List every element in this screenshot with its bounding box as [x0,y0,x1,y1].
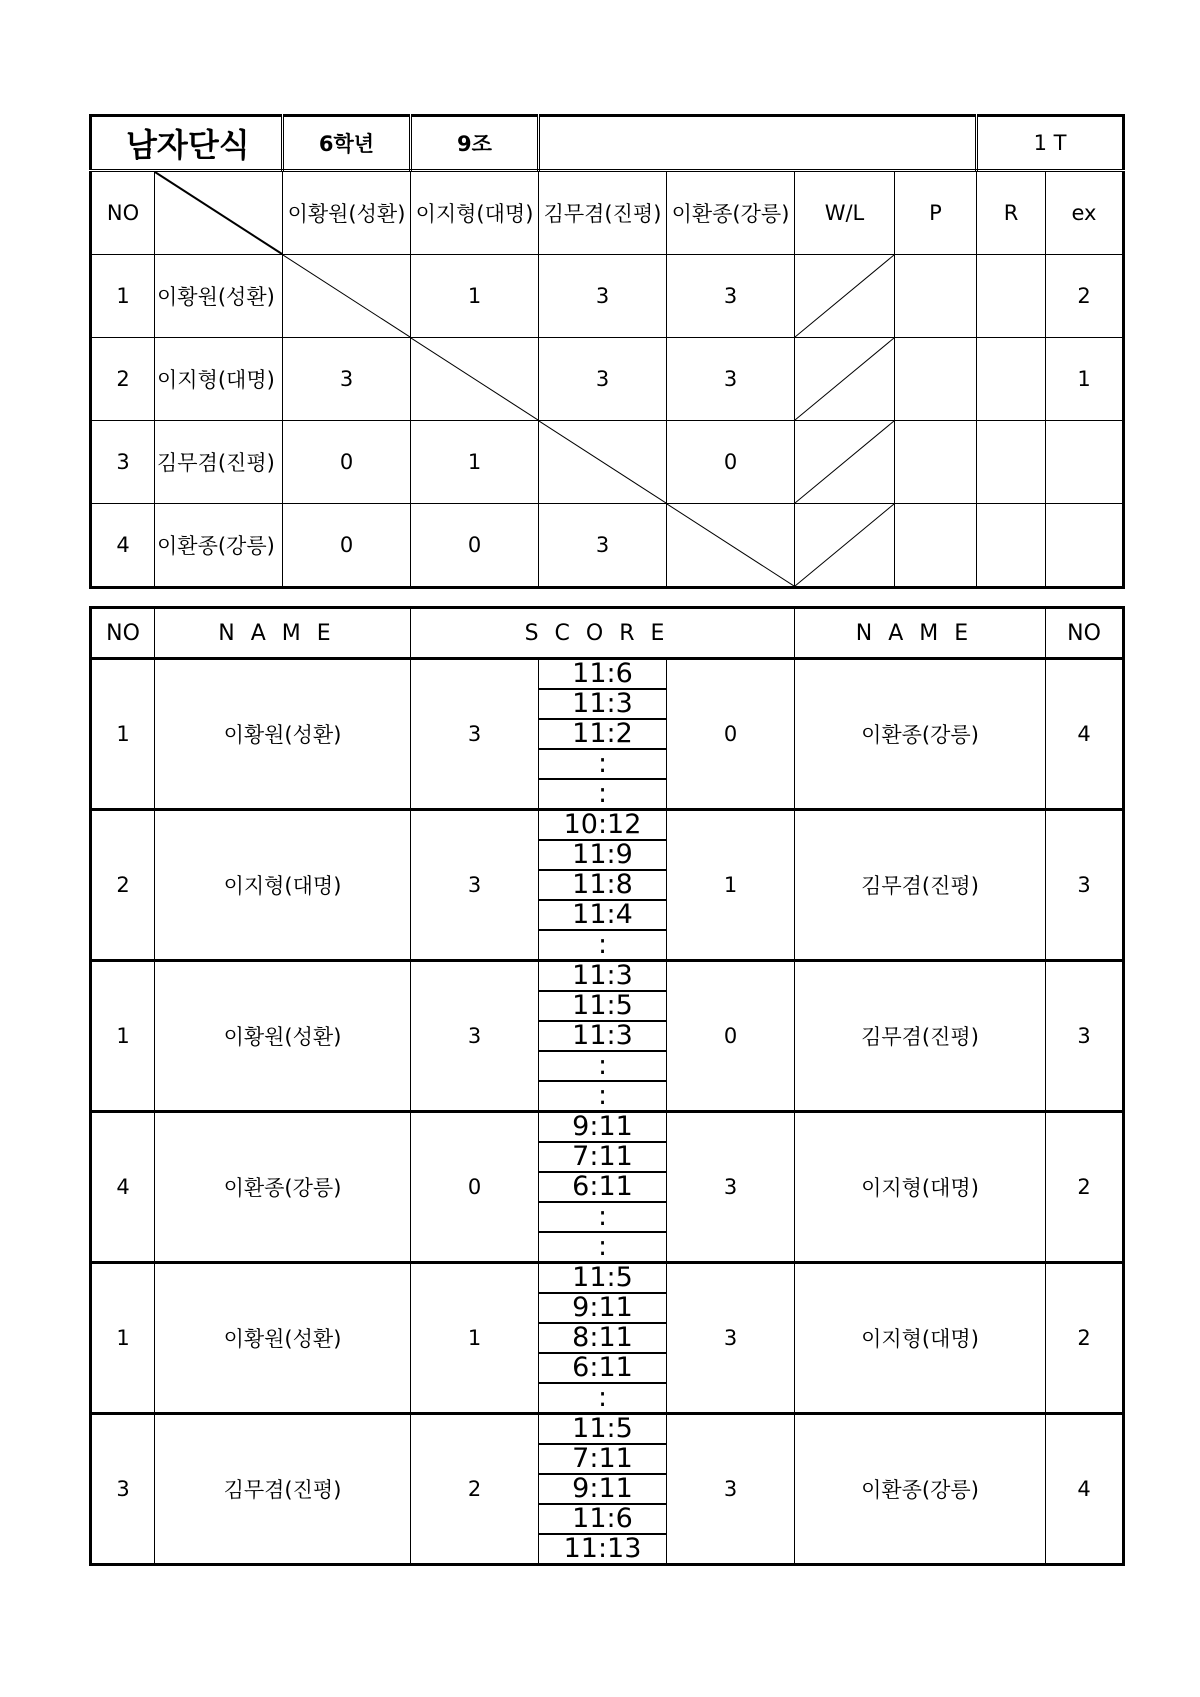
match-player-right: 이지형(대명) [795,1112,1046,1263]
wl-cell [795,421,895,504]
set-score: 11:6 [539,1505,666,1535]
league-row [91,421,1124,504]
col-r: R [977,171,1046,255]
league-score-cell: 0 [411,504,539,588]
match-row [91,659,1124,810]
league-score-cell: 1 [411,255,539,338]
match-score-left: 1 [411,1263,539,1414]
wl-cell [795,504,895,588]
match-sets [539,1112,667,1263]
match-player-left: 김무겸(진평) [155,1414,411,1565]
col-wl: W/L [795,171,895,255]
match-col-score: SCORE [411,608,795,659]
set-score: 11:8 [539,871,666,901]
col-player-1: 이황원(성환) [283,171,411,255]
match-row [91,961,1124,1112]
match-col-no-right: NO [1046,608,1124,659]
match-table [89,606,1125,1566]
match-score-left: 0 [411,1112,539,1263]
league-score-cell: 0 [283,421,411,504]
set-score: : [597,929,608,960]
self-match-diagonal [667,504,794,586]
set-score: 11:3 [539,962,666,992]
set-score: 7:11 [539,1143,666,1173]
set-score: : [539,1052,666,1082]
set-score: 11:5 [539,1264,666,1294]
self-match-diagonal [283,255,410,337]
set-score: 11:4 [539,901,666,931]
set-score: : [597,778,608,809]
match-player-right: 이지형(대명) [795,1263,1046,1414]
set-score: : [597,1080,608,1111]
set-score: 9:11 [539,1294,666,1324]
league-p-cell [895,421,977,504]
set-score: 11:5 [539,992,666,1022]
match-score-left: 3 [411,961,539,1112]
col-player-3: 김무겸(진평) [539,171,667,255]
league-ex-cell: 2 [1046,255,1124,338]
match-no-left: 2 [91,810,155,961]
set-score: 11:3 [539,690,666,720]
set-score: 9:11 [539,1475,666,1505]
league-row-name: 이환종(강릉) [155,504,283,588]
set-score: 11:3 [539,1022,666,1052]
header-blank [539,116,977,171]
grade-label: 6학년 [283,116,411,171]
match-no-right: 2 [1046,1263,1124,1414]
league-ex-cell [1046,504,1124,588]
event-title: 남자단식 [91,116,283,171]
match-row [91,1414,1124,1565]
match-sets [539,961,667,1112]
self-match-cell [411,338,539,421]
self-match-diagonal [411,338,538,420]
match-score-right: 1 [667,810,795,961]
match-player-right: 김무겸(진평) [795,961,1046,1112]
match-col-name-left: NAME [155,608,411,659]
set-score: 6:11 [539,1173,666,1203]
league-score-cell: 3 [539,255,667,338]
match-player-right: 김무겸(진평) [795,810,1046,961]
league-score-cell: 0 [667,421,795,504]
match-score-right: 3 [667,1263,795,1414]
league-ex-cell: 1 [1046,338,1124,421]
match-sets [539,1414,667,1565]
match-player-left: 이황원(성환) [155,1263,411,1414]
wl-cell [795,255,895,338]
league-row-no: 3 [91,421,155,504]
league-row-name: 이지형(대명) [155,338,283,421]
match-player-left: 이지형(대명) [155,810,411,961]
league-r-cell [977,255,1046,338]
col-ex: ex [1046,171,1124,255]
league-row-no: 4 [91,504,155,588]
set-score: 6:11 [539,1354,666,1384]
league-row-no: 2 [91,338,155,421]
league-score-cell: 3 [667,255,795,338]
match-score-right: 0 [667,659,795,810]
self-match-cell [283,255,411,338]
league-ex-cell [1046,421,1124,504]
league-row-no: 1 [91,255,155,338]
match-score-right: 3 [667,1414,795,1565]
match-sets [539,810,667,961]
group-label: 9조 [411,116,539,171]
league-p-cell [895,504,977,588]
wl-diagonal [795,255,894,337]
match-no-right: 4 [1046,659,1124,810]
match-no-left: 1 [91,659,155,810]
set-score: 11:9 [539,841,666,871]
wl-diagonal [795,338,894,420]
set-score: 8:11 [539,1324,666,1354]
match-player-right: 이환종(강릉) [795,1414,1046,1565]
league-row [91,504,1124,588]
set-score: 10:12 [539,811,666,841]
match-player-left: 이환종(강릉) [155,1112,411,1263]
set-score: 11:2 [539,720,666,750]
match-score-left: 3 [411,810,539,961]
self-match-cell [539,421,667,504]
match-row [91,1263,1124,1414]
self-match-diagonal [539,421,666,503]
league-r-cell [977,338,1046,421]
match-player-left: 이황원(성환) [155,961,411,1112]
wl-cell [795,338,895,421]
set-score: 11:13 [563,1533,642,1564]
set-score: 9:11 [539,1113,666,1143]
set-score: : [539,1203,666,1233]
league-row [91,255,1124,338]
match-sets [539,1263,667,1414]
match-score-left: 3 [411,659,539,810]
match-score-left: 2 [411,1414,539,1565]
league-score-cell: 3 [539,504,667,588]
col-player-4: 이환종(강릉) [667,171,795,255]
set-score: 11:5 [539,1415,666,1445]
match-col-no-left: NO [91,608,155,659]
match-row [91,810,1124,961]
league-p-cell [895,338,977,421]
league-r-cell [977,421,1046,504]
col-player-2: 이지형(대명) [411,171,539,255]
match-no-right: 3 [1046,810,1124,961]
match-sets [539,659,667,810]
match-no-right: 3 [1046,961,1124,1112]
league-score-cell: 0 [283,504,411,588]
league-table [89,114,1125,589]
col-p: P [895,171,977,255]
self-match-cell [667,504,795,588]
set-score: : [539,750,666,780]
set-score: 11:6 [539,660,666,690]
set-score: : [597,1382,608,1413]
set-score: : [597,1231,608,1262]
col-no: NO [91,171,155,255]
match-col-name-right: NAME [795,608,1046,659]
wl-diagonal [795,504,894,586]
match-player-right: 이환종(강릉) [795,659,1046,810]
match-no-left: 3 [91,1414,155,1565]
table-number: 1 T [977,116,1124,171]
match-no-left: 1 [91,961,155,1112]
corner-diagonal-cell [155,171,283,255]
match-no-right: 4 [1046,1414,1124,1565]
league-score-cell: 1 [411,421,539,504]
league-score-cell: 3 [667,338,795,421]
league-r-cell [977,504,1046,588]
match-score-right: 0 [667,961,795,1112]
league-score-cell: 3 [539,338,667,421]
set-score: 7:11 [539,1445,666,1475]
match-score-right: 3 [667,1112,795,1263]
league-row-name: 이황원(성환) [155,255,283,338]
match-no-right: 2 [1046,1112,1124,1263]
wl-diagonal [795,421,894,503]
corner-diagonal-line [155,172,282,254]
league-row-name: 김무겸(진평) [155,421,283,504]
match-player-left: 이황원(성환) [155,659,411,810]
match-no-left: 4 [91,1112,155,1263]
league-p-cell [895,255,977,338]
league-row [91,338,1124,421]
match-row [91,1112,1124,1263]
league-score-cell: 3 [283,338,411,421]
match-no-left: 1 [91,1263,155,1414]
